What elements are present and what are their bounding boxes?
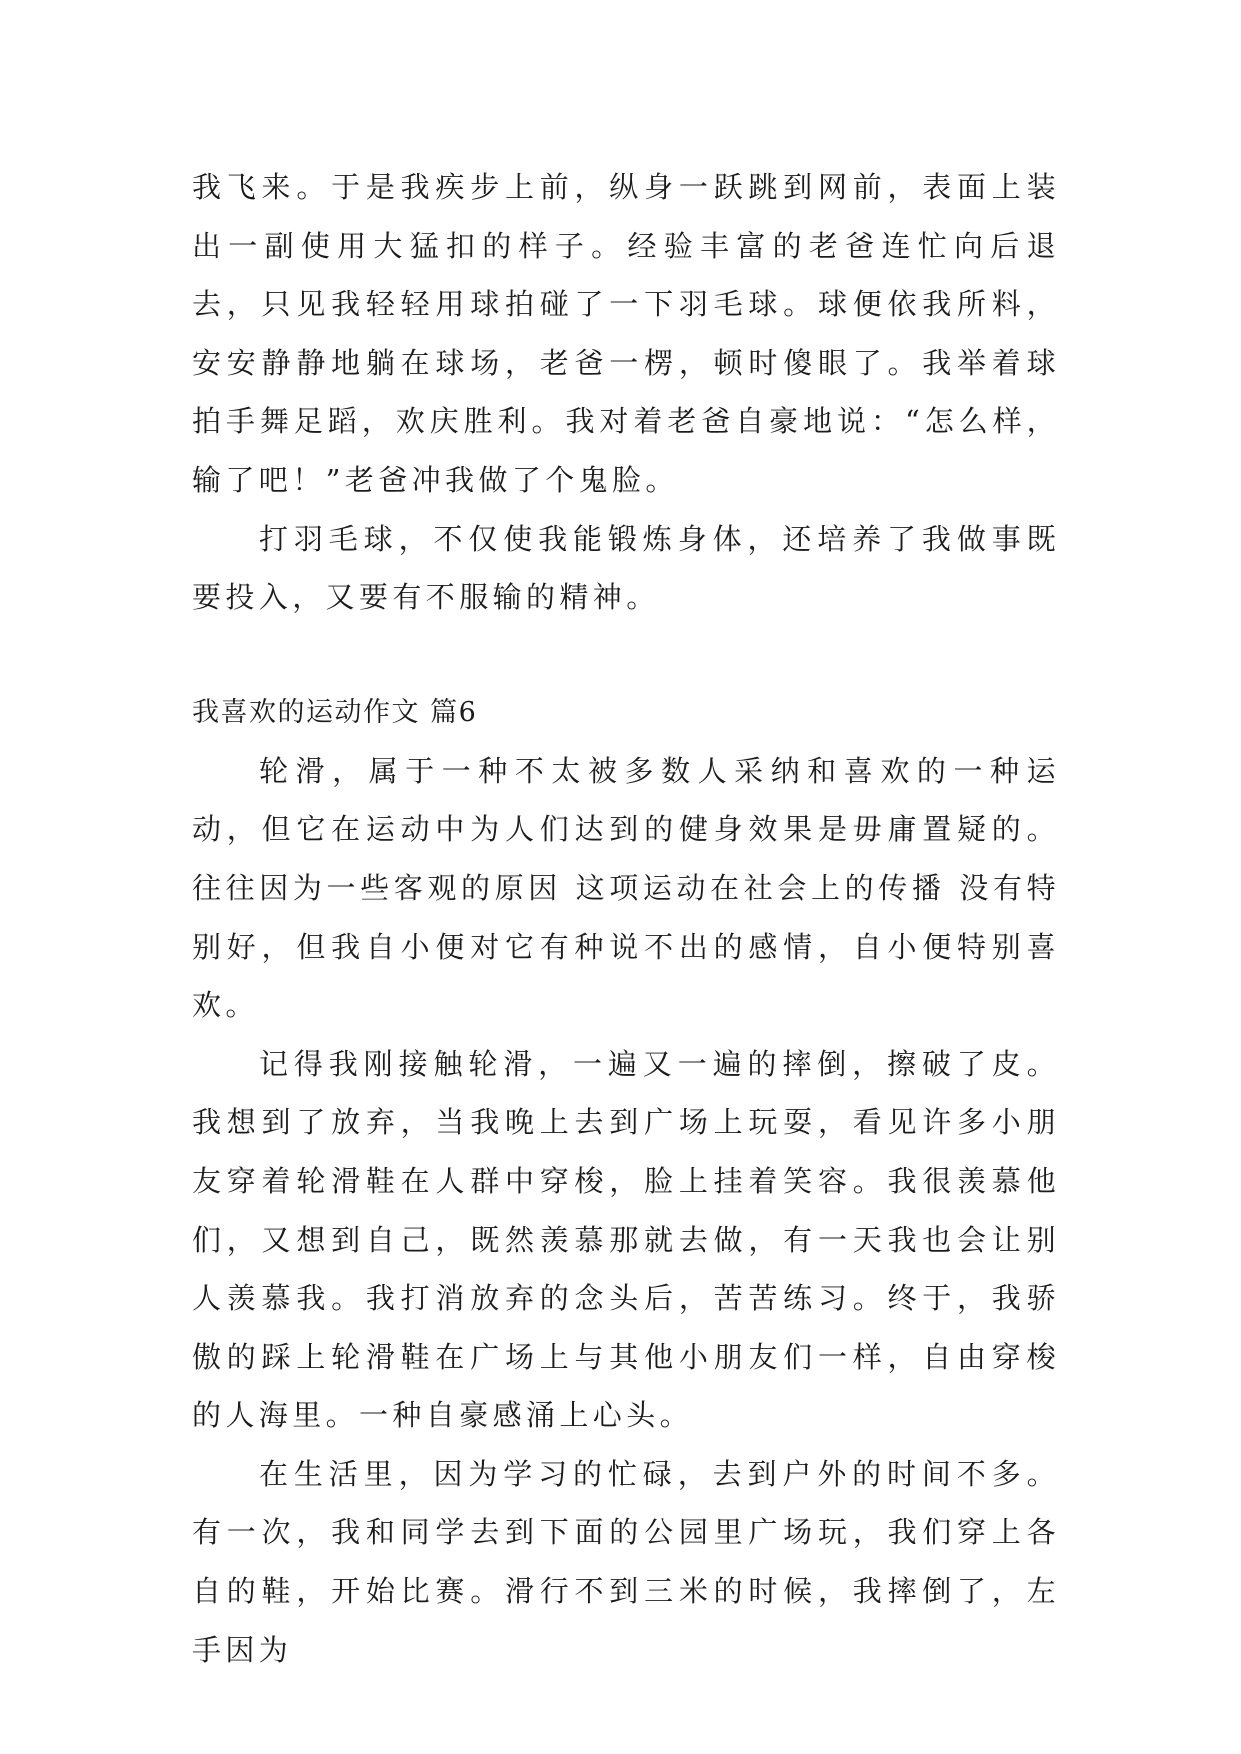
paragraph: 记得我刚接触轮滑，一遍又一遍的摔倒，擦破了皮。我想到了放弃，当我晚上去到广场上玩耍，看见许多小朋友穿着轮滑鞋在人群中穿梭，脸上挂着笑容。我很羡慕他们，又想到自己，既然羡慕那就去做，有一天我也会让别人羡慕我。我打消放弃的念头后，苦苦练习。终于，我骄傲的踩上轮滑鞋在广场上与其他小朋友们一样，自由穿梭的人海里。一种自豪感涌上心头。 — [192, 1046, 1060, 1433]
paragraph: 在生活里，因为学习的忙碌，去到户外的时间不多。有一次，我和同学去到下面的公园里广场玩，我们穿上各自的鞋，开始比赛。滑行不到三米的时候，我摔倒了，左手因为 — [192, 1456, 1060, 1667]
paragraph: 轮滑，属于一种不太被多数人采纳和喜欢的一种运动，但它在运动中为人们达到的健身效果是毋庸置疑的。往往因为一些客观的原因 这项运动在社会上的传播 没有特别好，但我自小便对它有种说不出的感情，自小便特别喜欢。 — [192, 753, 1060, 1023]
paragraph: 打羽毛球，不仅使我能锻炼身体，还培养了我做事既要投入，又要有不服输的精神。 — [192, 521, 1060, 615]
section-heading: 我喜欢的运动作文 篇6 — [192, 696, 478, 728]
document-body — [192, 158, 1060, 1679]
paragraph: 我飞来。于是我疾步上前，纵身一跃跳到网前，表面上装出一副使用大猛扣的样子。经验丰富的老爸连忙向后退去，只见我轻轻用球拍碰了一下羽毛球。球便依我所料，安安静静地躺在球场，老爸一楞，顿时傻眼了。我举着球拍手舞足蹈，欢庆胜利。我对着老爸自豪地说：“怎么样，输了吧！”老爸冲我做了个鬼脸。 — [192, 170, 1060, 497]
